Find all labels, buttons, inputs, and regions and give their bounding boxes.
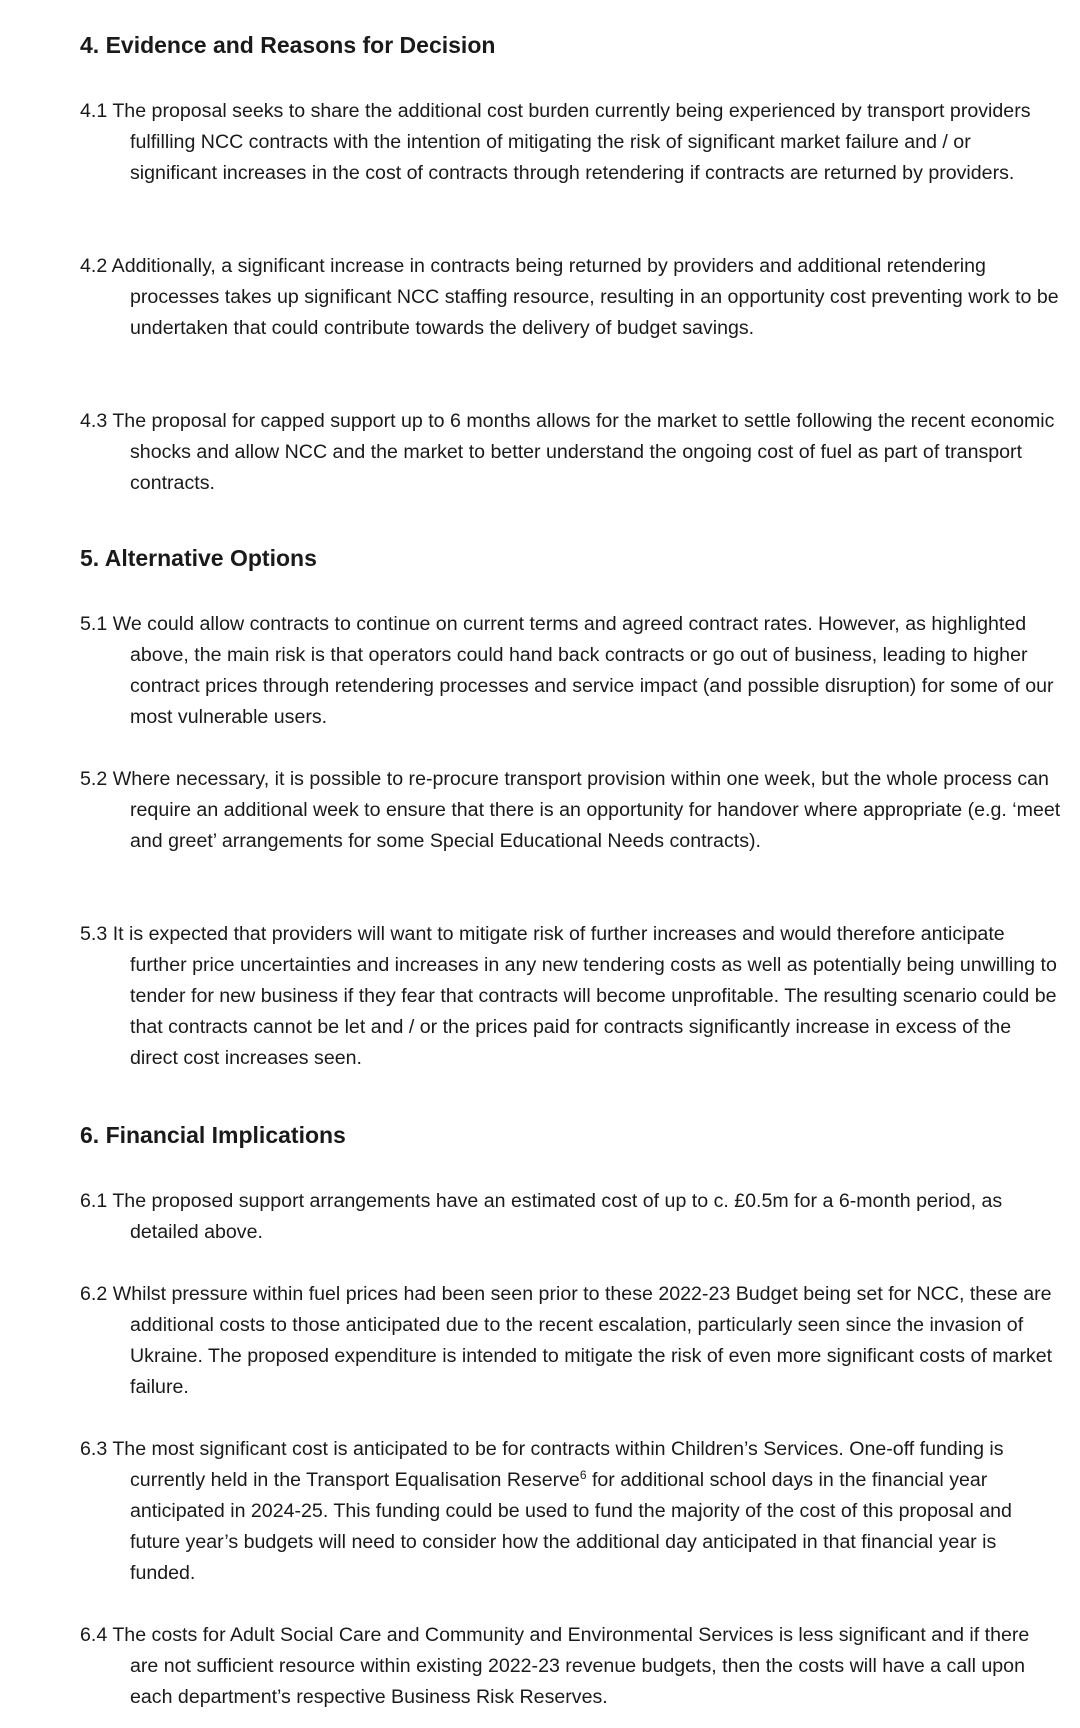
paragraph-number: 4.1 [80,100,108,122]
paragraph-number: 5.3 [80,923,108,945]
section-heading: 4. Evidence and Reasons for Decision [80,32,496,58]
section-heading: 5. Alternative Options [80,545,317,571]
paragraph-6-1 [80,1186,1062,1248]
paragraph-4-3 [80,406,1062,499]
paragraph-text: for additional school days in the financial year anticipated in 2024-25. This funding could be used to fund the majority of the cost of this proposal and future year’s budgets will need to consider how the additional day anticipated in that financial year is funded. [130,1469,1012,1584]
paragraph-number: 6.3 [80,1438,108,1460]
paragraph-text: The proposal seeks to share the additional cost burden currently being experienced by transport providers fulfilling NCC contracts with the intention of mitigating the risk of significant market failure and / or significant increases in the cost of contracts through retendering if contracts are returned by providers. [112,100,1031,184]
paragraph-number: 5.2 [80,768,108,790]
paragraph-number: 4.2 [80,255,108,277]
paragraph-text: Where necessary, it is possible to re-procure transport provision within one week, but the whole process can require an additional week to ensure that there is an opportunity for handover where appropriate (e.g. ‘meet and greet’ arrangements for some Special Educational Needs contracts). [112,768,1061,852]
paragraph-text: The most significant cost is anticipated to be for contracts within Children’s Services. One-off funding is currently held in the Transport Equalisation Reserve [112,1438,1004,1491]
section-5-heading-block [80,544,1020,572]
paragraph-number: 4.3 [80,410,108,432]
paragraph-text: Whilst pressure within fuel prices had been seen prior to these 2022-23 Budget being set for NCC, these are additional costs to those anticipated due to the recent escalation, particularly seen since the invasion of Ukraine. The proposed expenditure is intended to mitigate the risk of even more significant costs of market failure. [112,1283,1053,1398]
paragraph-number: 6.2 [80,1283,108,1305]
footnote-reference[interactable]: 6 [579,1468,587,1482]
paragraph-6-2 [80,1279,1062,1403]
paragraph-number: 5.1 [80,613,108,635]
paragraph-number: 6.1 [80,1190,108,1212]
paragraph-6-4 [80,1620,1062,1713]
paragraph-text: Additionally, a significant increase in contracts being returned by providers and additional retendering processes takes up significant NCC staffing resource, resulting in an opportunity cost preventing work to be undertaken that could contribute towards the delivery of budget savings. [111,255,1059,339]
paragraph-4-2 [80,251,1062,344]
paragraph-text: The proposal for capped support up to 6 months allows for the market to settle following the recent economic shocks and allow NCC and the market to better understand the ongoing cost of fuel as part of transport contracts. [112,410,1055,494]
paragraph-5-3 [80,919,1062,1074]
paragraph-number: 6.4 [80,1624,108,1646]
paragraph-4-1 [80,96,1062,189]
section-6-heading-block [80,1121,1020,1149]
paragraph-5-2 [80,764,1062,857]
section-heading: 6. Financial Implications [80,1122,346,1148]
section-4-heading-block [80,31,1020,59]
paragraph-text: The proposed support arrangements have an estimated cost of up to c. £0.5m for a 6-month period, as detailed above. [112,1190,1003,1243]
paragraph-6-3 [80,1434,1062,1589]
paragraph-text: The costs for Adult Social Care and Community and Environmental Services is less significant and if there are not sufficient resource within existing 2022-23 revenue budgets, then the costs will have a call upon each department’s respective Business Risk Reserves. [112,1624,1030,1708]
paragraph-text: It is expected that providers will want to mitigate risk of further increases and would therefore anticipate further price uncertainties and increases in any new tendering costs as well as potentially being unwilling to tender for new business if they fear that contracts will become unprofitable. The resulting scenario could be that contracts cannot be let and / or the prices paid for contracts significantly increase in excess of the direct cost increases seen. [112,923,1057,1069]
paragraph-5-1 [80,609,1062,733]
paragraph-text: We could allow contracts to continue on current terms and agreed contract rates. However, as highlighted above, the main risk is that operators could hand back contracts or go out of business, leading to higher contract prices through retendering processes and service impact (and possible disruption) for some of our most vulnerable users. [112,613,1054,728]
